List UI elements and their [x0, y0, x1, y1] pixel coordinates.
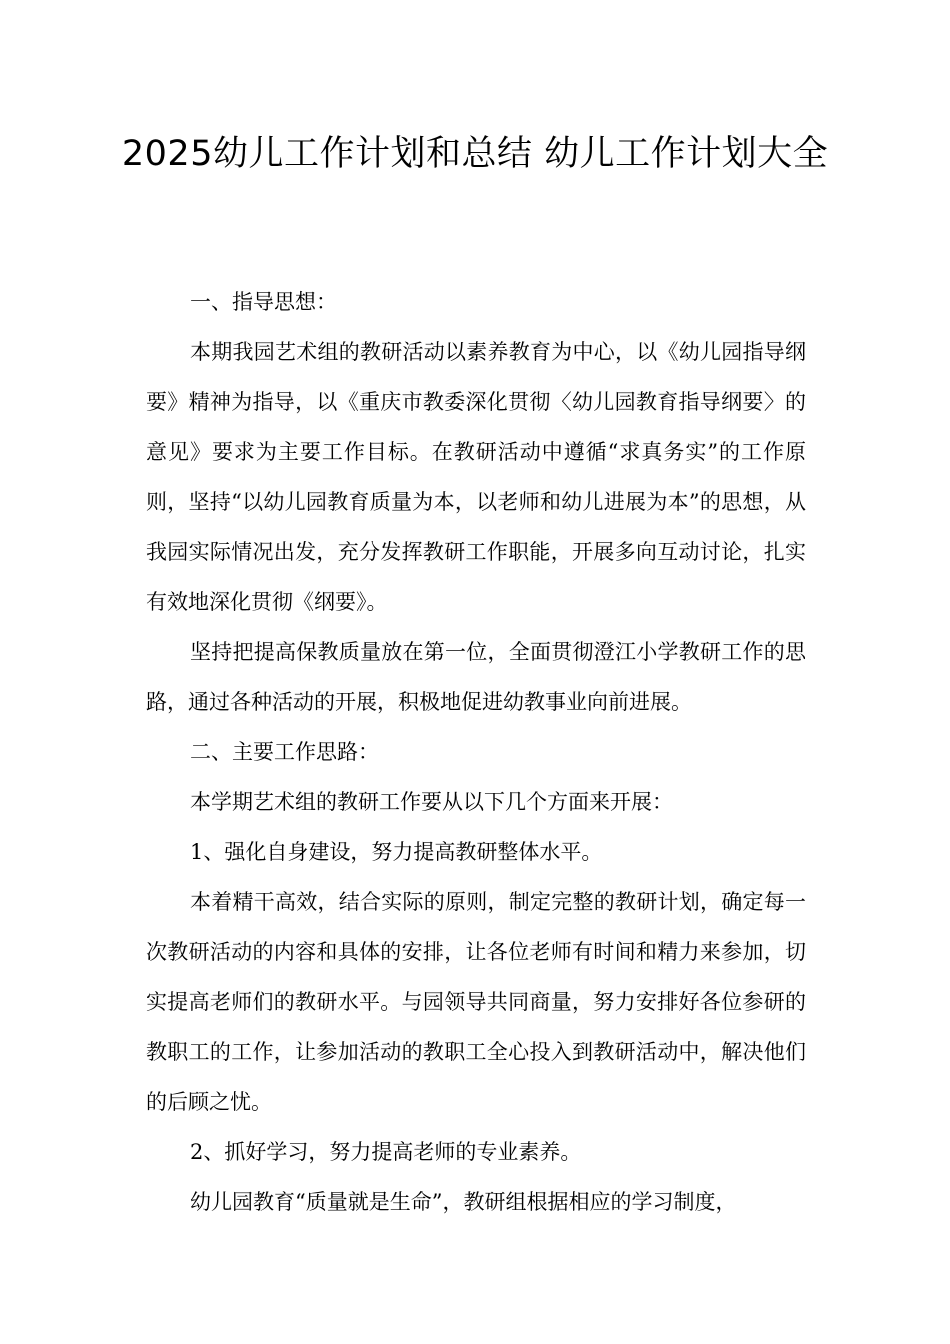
paragraph: 本着精干高效，结合实际的原则，制定完整的教研计划，确定每一次教研活动的内容和具体的安排，让各位老师有时间和精力来参加，切实提高老师们的教研水平。与园领导共同商量，努力安排好各位参研的教职工的工作，让参加活动的教职工全心投入到教研活动中，解决他们的后顾之忧。: [146, 890, 806, 1114]
paragraph: 坚持把提高保教质量放在第一位，全面贯彻澄江小学教研工作的思路，通过各种活动的开展，积极地促进幼教事业向前进展。: [146, 640, 806, 714]
document-title: 2025幼儿工作计划和总结 幼儿工作计划大全: [121, 134, 829, 174]
paragraph: 本期我园艺术组的教研活动以素养教育为中心，以《幼儿园指导纲要》精神为指导，以《重庆市教委深化贯彻〈幼儿园教育指导纲要〉的意见》要求为主要工作目标。在教研活动中遵循“求真务实”的工作原则，坚持“以幼儿园教育质量为本，以老师和幼儿进展为本”的思想，从我园实际情况出发，充分发挥教研工作职能，开展多向互动讨论，扎实有效地深化贯彻《纲要》。: [146, 340, 806, 614]
section-heading-guiding-ideology: 一、指导思想：: [190, 290, 337, 314]
document-body: [146, 277, 806, 1227]
paragraph: 本学期艺术组的教研工作要从以下几个方面来开展：: [190, 790, 673, 814]
section-heading-main-work-ideas: 二、主要工作思路：: [190, 740, 379, 764]
list-item-heading: 2、抓好学习，努力提高老师的专业素养。: [190, 1140, 582, 1164]
list-item-heading: 1、强化自身建设，努力提高教研整体水平。: [190, 840, 603, 864]
paragraph: 幼儿园教育“质量就是生命”，教研组根据相应的学习制度，: [190, 1190, 737, 1214]
